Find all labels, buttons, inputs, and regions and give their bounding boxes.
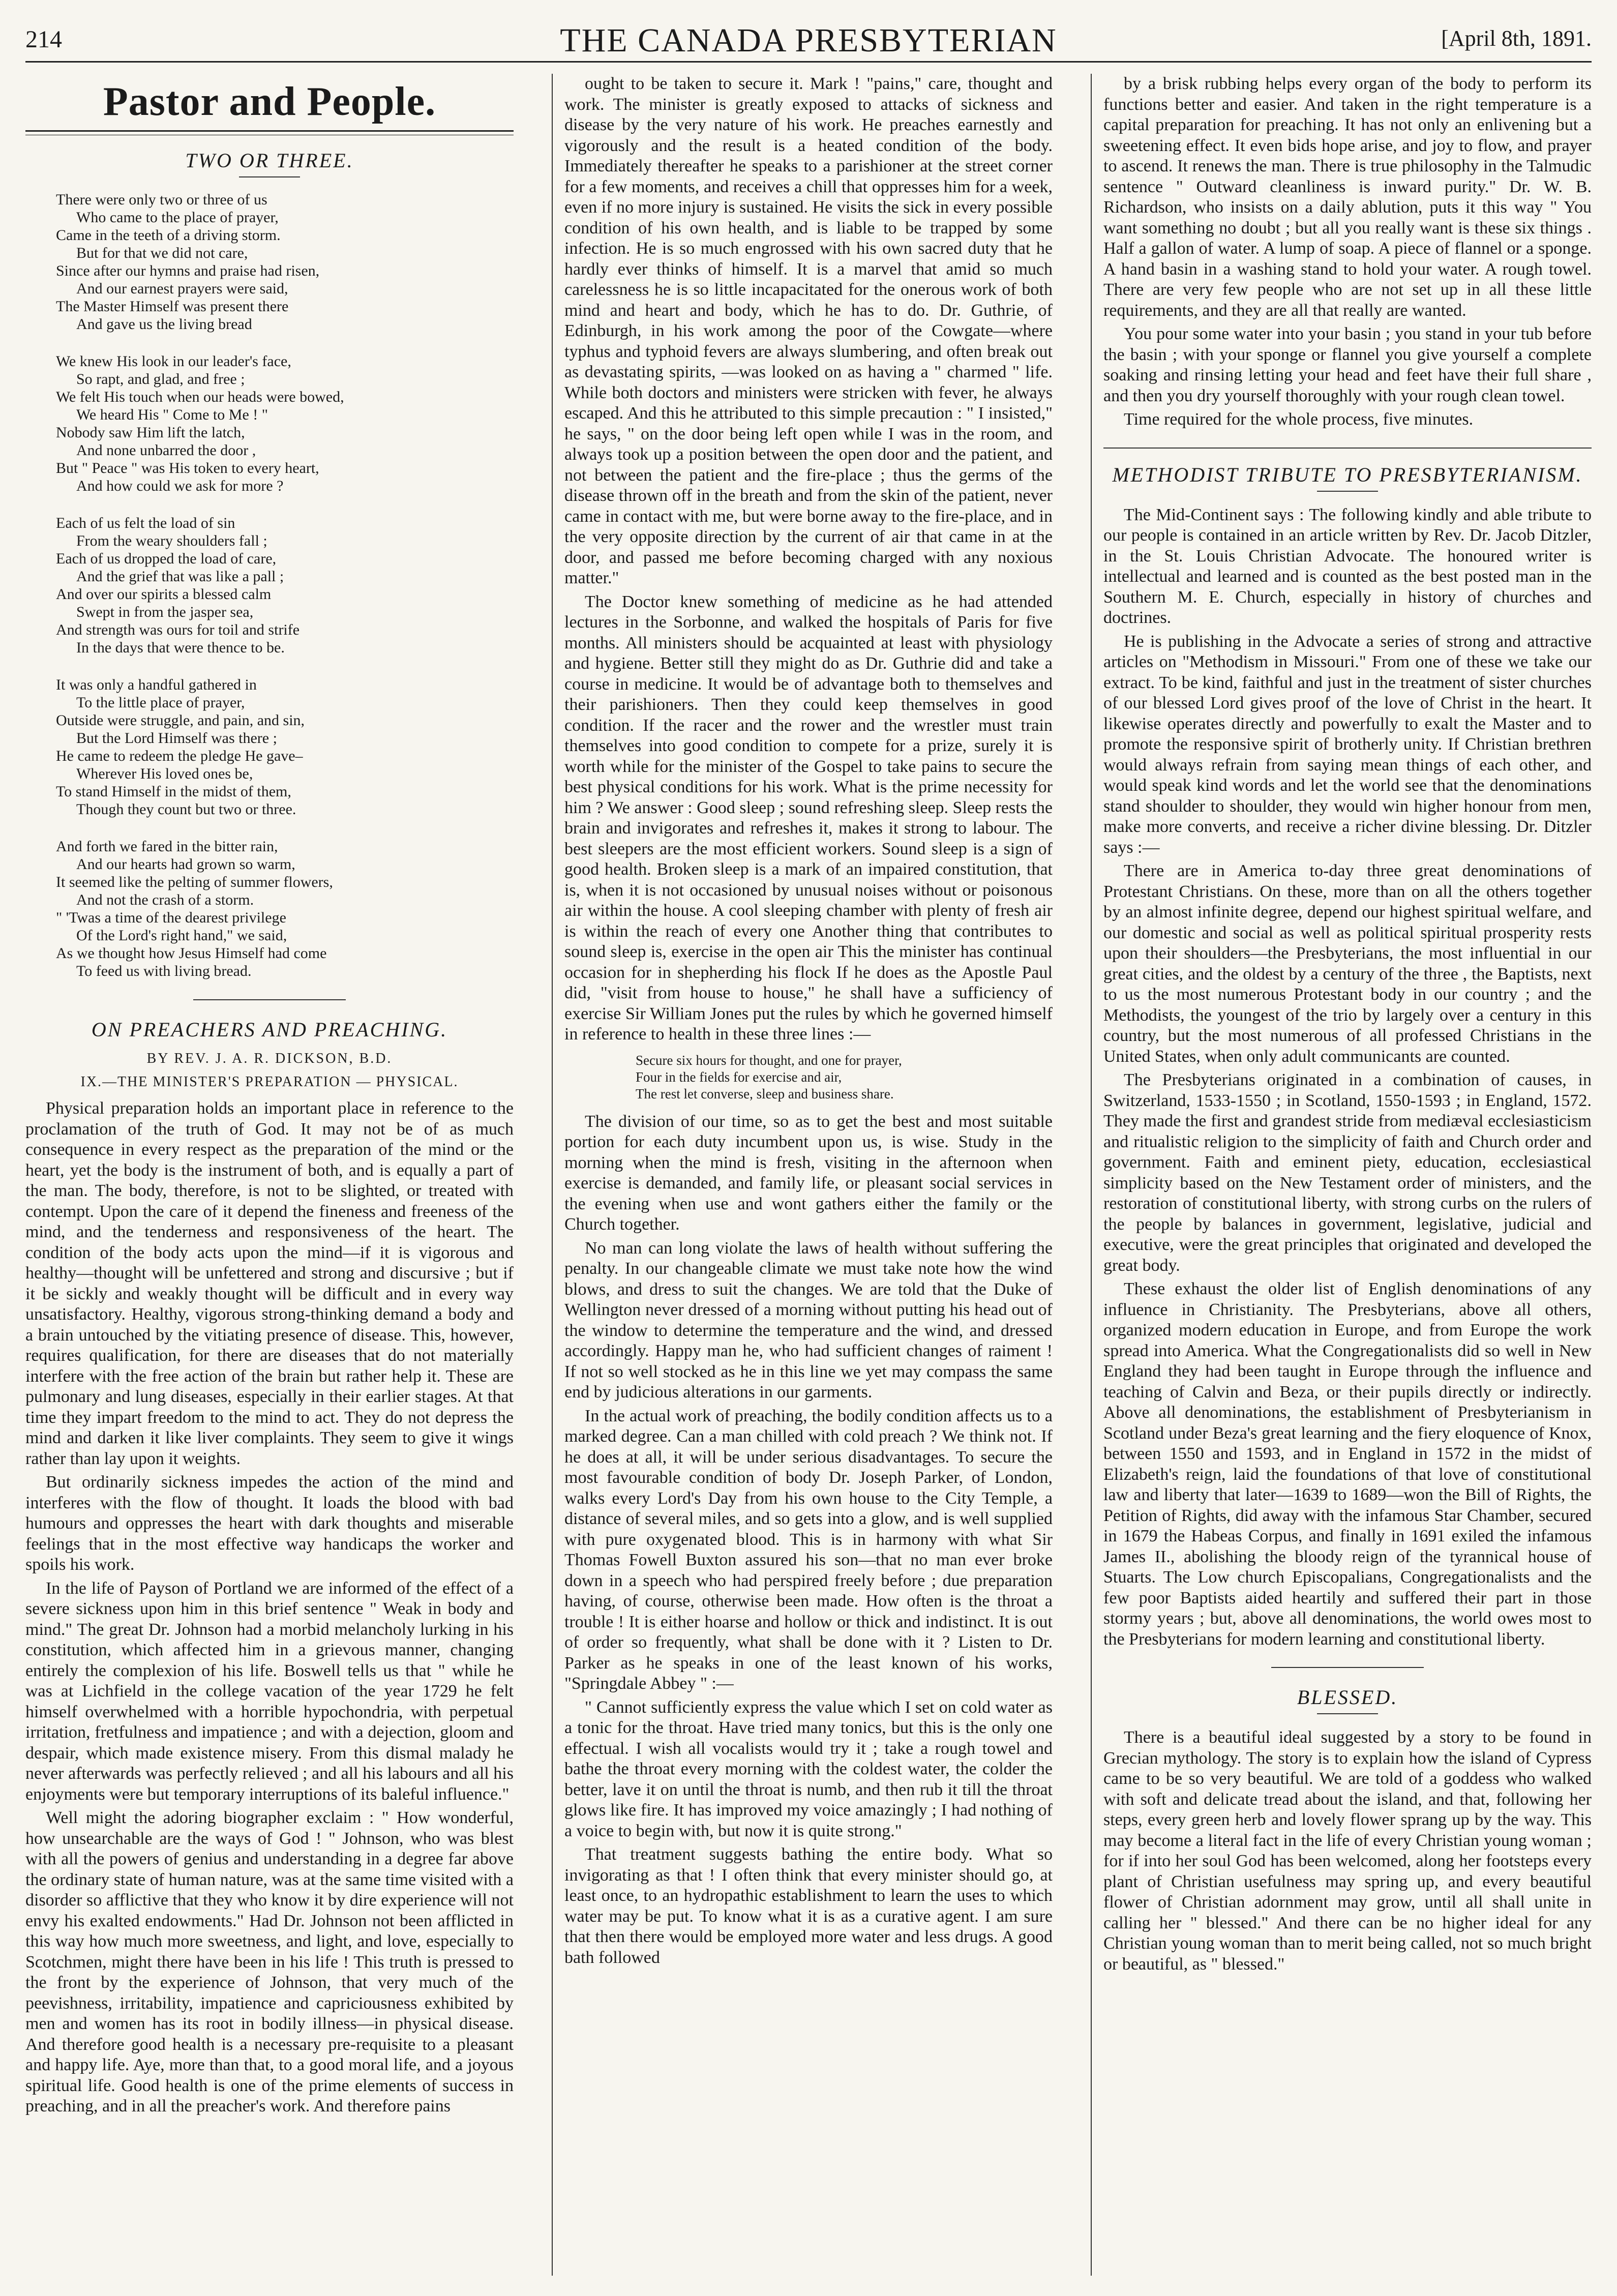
poem-line: And our earnest prayers were said, [76, 280, 288, 297]
paragraph: by a brisk rubbing helps every organ of the body to perform its functions better and easier. And taken in the right temperature is a capital preparation for preaching. It has not only an enlivening but a sweetening effect. It even bids hope arise, and joy to flow, and prayer to ascend. It renews the man. There is true philosophy in the Talmudic sentence " Outward cleanliness is inward purity." Dr. W. B. Richardson, who insists on a daily ablution, puts it this way " You want something no doubt ; but all you really want is these six things . Half a gallon of water. A lump of soap. A piece of flannel or a sponge. A hand basin in a washing stand to hold your water. A rough towel. There are very few people who are not set up in all these little requirements, and they are all that really are wanted. [1103, 74, 1592, 320]
poem-line: But " Peace " was His token to every heart, [56, 460, 319, 476]
poem-line: Each of us felt the load of sin [56, 515, 235, 531]
paragraph: You pour some water into your basin ; you stand in your tub before the basin ; with your sponge or flannel you give yourself a complete soaking and rinsing letting your head and feet have their full share , and then you dry yourself thoroughly with your rough clean towel. [1103, 324, 1592, 405]
article-title: ON PREACHERS AND PREACHING. [91, 1018, 448, 1041]
verse-line: Secure six hours for thought, and one for prayer, [636, 1052, 902, 1068]
poem-line: To feed us with living bread. [76, 963, 252, 979]
poem-line: And the grief that was like a pall ; [76, 568, 284, 585]
paragraph: There is a beautiful ideal suggested by a story to be found in Grecian mythology. The story is to explain how the island of Cypress came to be so very beautiful. We are told of a goddess who walked with soft and delicate tread about the island, and that, following her steps, every green herb and lovely flower sprang up by the way. This may become a literal fact in the life of every Christian young woman ; for if into her soul God has been welcomed, along her footsteps every plant of Christian usefulness may spring up, and every beautiful flower of Christian adornment may grow, until all shall unite in calling her " blessed." And there can be no higher ideal for any Christian young woman than to merit being called, not so much bright or beautiful, as " blessed." [1103, 1728, 1592, 1974]
verse-line: Four in the fields for exercise and air, [636, 1069, 842, 1085]
title-underline [239, 176, 300, 177]
paragraph: The Presbyterians originated in a combination of causes, in Switzerland, 1533-1550 ; in Scotland, 1550-1593 ; in England, 1572. They made the first and grandest stride from mediæval ecclesiasticism and ritualistic religion to the simplicity of faith and Church order and government. Faith and eminent piety, education, ecclesiastical simplicity based on the New Testament order of ministers, and the restoration of constitutional liberty, with strong curbs on the rulers of the people by balances in government, legislative, judicial and executive, were the great principles that originated and developed the great body. [1103, 1070, 1592, 1275]
poem-line: And strength was ours for toil and strife [56, 621, 300, 638]
poem-line: " 'Twas a time of the dearest privilege [56, 909, 286, 926]
article-subhead: IX.—THE MINISTER'S PREPARATION — PHYSICAL. [80, 1074, 459, 1090]
poem-line: It was only a handful gathered in [56, 676, 257, 693]
paragraph: These exhaust the older list of English denominations of any influence in Christianity. The Presbyterians, above all others, organized modern education in Europe, and from Europe the work spread into America. What the Congregationalists did so well in New England they had been taught in Europe through the influence and teaching of Calvin and Beza, or their pupils directly or indirectly. Above all denominations, the establishment of Presbyterianism in Scotland under Beza's great learning and the fiery eloquence of Knox, between 1550 and 1593, and in England in 1572 in the midst of Elizabeth's reign, laid the foundations of that love of constitutional law and liberty that later—1639 to 1689—won the Bill of Rights, the Petition of Rights, did away with the infamous Star Chamber, secured in 1679 the Habeas Corpus, and finally in 1691 exiled the infamous James II., abolishing the bloody reign of the tyrannical house of Stuarts. The Low church Episcopalians, Congregationalists and the few poor Baptists aided heartily and suffered their part in those stormy years ; but, above all denominations, the world owes most to the Presbyterians for modern learning and constitutional liberty. [1103, 1279, 1592, 1649]
article-separator [1103, 448, 1592, 449]
poem-line: And not the crash of a storm. [76, 891, 254, 908]
poem-line: To the little place of prayer, [76, 694, 245, 711]
article-body [564, 74, 1053, 1045]
poem-line: And forth we fared in the bitter rain, [56, 838, 278, 855]
paragraph: The division of our time, so as to get the best and most suitable portion for each duty incumbent upon us, is wise. Study in the morning when the mind is fresh, visiting in the afternoon when exercise is demanded, and family life, or pleasant social services in the evening when use and wont gathers either the family or the Church together. [564, 1112, 1053, 1234]
poem-stanza [56, 191, 514, 333]
article-separator [1271, 1667, 1424, 1668]
paragraph: Time required for the whole process, five minutes. [1124, 410, 1474, 429]
paragraph: The Mid-Continent says : The following kindly and able tribute to our people is contained in an article written by Rev. Dr. Jacob Ditzler, in the St. Louis Christian Advocate. The honoured writer is intellectual and learned and is counted as the best posted man in the Southern M. E. Church, especially in history of churches and doctrines. [1103, 505, 1592, 627]
article-body [564, 1112, 1053, 1969]
article-body [1103, 74, 1592, 430]
poem [56, 191, 514, 980]
poem-stanza [56, 676, 514, 818]
poem-stanza [56, 352, 514, 495]
column-rule [552, 74, 553, 2276]
poem-line: As we thought how Jesus Himself had come [56, 945, 327, 962]
paragraph: There are in America to-day three great denominations of Protestant Christians. On these, more than on all the others together by an almost infinite degree, depend our highest spiritual welfare, and our domestic and social as well as political spiritual prosperity rests upon their shoulders—the Presbyterians, the most influential in our great cities, and the oldest by a century of the three , the Baptists, next to us the most numerous Protestant body in our country ; and the Methodists, the youngest of the trio by largely over a century in this country, but the most numerous of all professed Christians in the United States, when only adult communicants are counted. [1103, 861, 1592, 1066]
poem-line: There were only two or three of us [56, 191, 267, 208]
poem-line: And gave us the living bread [76, 316, 252, 333]
poem-line: Since after our hymns and praise had risen, [56, 262, 320, 279]
article-title: METHODIST TRIBUTE TO PRESBYTERIANISM. [1112, 463, 1583, 486]
poem-line: We heard His " Come to Me ! " [76, 406, 268, 423]
poem-line: But the Lord Himself was there ; [76, 730, 277, 747]
poem-title: TWO OR THREE. [185, 149, 354, 172]
poem-line: Came in the teeth of a driving storm. [56, 227, 281, 244]
poem-line: And none unbarred the door , [76, 442, 256, 459]
poem-line: It seemed like the pelting of summer flowers, [56, 874, 333, 890]
byline: BY REV. J. A. R. DICKSON, B.D. [146, 1051, 393, 1066]
paragraph: He is publishing in the Advocate a series of strong and attractive articles on "Methodism in Missouri." From one of these we take our extract. To be kind, faithful and just in the treatment of sister churches of our blessed Lord gives proof of the love of Christ in the heart. It likewise operates directly and powerfully to exalt the Master and to promote the responsive spirit of brotherly unity. If Christian brethren would always refrain from saying mean things of each other, and would speak kind words and let the world see that the denominations stand shoulder to shoulder, they would win higher honour from men, make more converts, and receive a richer divine blessing. Dr. Ditzler says :— [1103, 632, 1592, 857]
column-rule [1091, 74, 1092, 2276]
poem-line: We knew His look in our leader's face, [56, 353, 291, 370]
poem-line: Of the Lord's right hand," we said, [76, 927, 287, 944]
poem-line: Though they count but two or three. [76, 801, 296, 818]
poem-line: The Master Himself was present there [56, 298, 289, 315]
article-body [25, 1098, 514, 2117]
poem-line: Wherever His loved ones be, [76, 765, 253, 782]
poem-line: So rapt, and glad, and free ; [76, 371, 245, 387]
title-underline [1317, 491, 1378, 492]
paragraph: Well might the adoring biographer exclaim : " How wonderful, how unsearchable are the ways of God ! " Johnson, who was blest with all the powers of genius and understanding in a degree far above the ordinary state of human nature, was at the same time visited with a disorder so afflictive that they who know it by dire experience will not envy his exalted endowments." Had Dr. Johnson not been afflicted in this way how much more sweetness, and light, and love, especially to Scotchmen, might there have been in his life ! This truth is pressed to the front by the experience of Johnson, that very much of the peevishness, irritability, impatience and capriciousness exhibited by men and women has its root in bodily illness—in physical disease. And therefore good health is a necessary pre-requisite to a pleasant and happy life. Aye, more than that, to a good moral life, and a joyous spiritual life. Good health is one of the prime elements of success in preaching, and in all the preacher's work. And therefore pains [25, 1808, 514, 2115]
page-header [25, 22, 1592, 63]
column-1 [25, 74, 514, 2276]
poem-line: In the days that were thence to be. [76, 639, 285, 656]
article-title: BLESSED. [1297, 1686, 1398, 1709]
page-number: 214 [25, 26, 62, 53]
paragraph: That treatment suggests bathing the entire body. What so invigorating as that ! I often think that every minister should go, at least once, to an hydropathic establishment to learn the uses to which water may be put. To know what it is as a curative agent. I am sure that then there would be employed more water and less drugs. A good bath followed [564, 1845, 1053, 1967]
article-body [1103, 505, 1592, 1650]
poem-line: But for that we did not care, [76, 245, 248, 261]
paragraph: In the life of Payson of Portland we are informed of the effect of a severe sickness upon him in this brief sentence " Weak in body and mind." The great Dr. Johnson had a morbid melancholy lurking in his constitution, which affected him in a grievous manner, changing entirely the complexion of his life. Boswell tells us that " while he was at Lichfield in the college vacation of the year 1729 he felt himself overwhelmed with a horrible hypochondria, with perpetual irritation, fretfulness and impatience ; and with a dejection, gloom and despair, which made existence misery. From this dismal malady he never afterwards was perfectly relieved ; and all his labours and all his enjoyments were but temporary interruptions of its baleful influence." [25, 1578, 514, 1804]
issue-date: [April 8th, 1891. [1441, 26, 1592, 51]
poem-line: Each of us dropped the load of care, [56, 550, 277, 567]
column-2 [564, 74, 1053, 2276]
poem-line: Outside were struggle, and pain, and sin, [56, 712, 305, 729]
paragraph: But ordinarily sickness impedes the action of the mind and interferes with the flow of thought. It loads the blood with bad humours and oppresses the heart with dark thoughts and miserable feelings that in the most effective way handicaps the worker and spoils his work. [25, 1473, 514, 1574]
poem-line: We felt His touch when our heads were bowed, [56, 389, 344, 405]
paragraph: ought to be taken to secure it. Mark ! "pains," care, thought and work. The minister is greatly exposed to attacks of sickness and disease by the very nature of his work. He preaches earnestly and vigorously and the result is a heated condition of the body. Immediately thereafter he speaks to a parishioner at the street corner for a few moments, and receives a chill that oppresses him for a week, even if no more injury is sustained. He visits the sick in every possible condition of his own health, and is liable to be trapped by some infection. He is so much engrossed with his own sacred duty that he hardly ever thinks of himself. It is a marvel that amid so much carelessness he is so little incapacitated for the onerous work of both mind and heart and body, which he has to do. Dr. Guthrie, of Edinburgh, in his work among the poor of the Cowgate—where typhus and typhoid fevers are always slumbering, and often break out as devastating spirits, —was looked on as having a " charmed " life. While both doctors and ministers were stricken with fever, he always escaped. And this he attributed to this simple precaution : " I insisted," he says, " on the door being left open while I was in the room, and always took up a position between the open door and the patient, and not between the patient and the fire-place ; thus the germs of the disease thrown off in the breath and from the skin of the patient, never came in contact with me, but were borne away to the fire-place, and in the very opposite direction by the current of air that came in at the door, and passed me before becoming charged with any noxious matter." [564, 74, 1053, 587]
poem-line: To stand Himself in the midst of them, [56, 783, 291, 800]
column-3 [1103, 74, 1592, 2276]
paragraph: " Cannot sufficiently express the value which I set on cold water as a tonic for the throat. Have tried many tonics, but this is the only one effectual. I wish all vocalists would try it ; take a rough towel and bathe the throat every morning with the coldest water, the colder the better, lave it on until the throat is numb, and then rub it till the throat glows like fire. It has improved my voice amazingly ; I had nothing of a voice to begin with, but now it is quite strong." [564, 1697, 1053, 1840]
quoted-verse [636, 1052, 1053, 1102]
poem-stanza [56, 514, 514, 657]
poem-line: From the weary shoulders fall ; [76, 532, 267, 549]
poem-line: Swept in from the jasper sea, [76, 604, 254, 620]
paragraph: In the actual work of preaching, the bodily condition affects us to a marked degree. Can a man chilled with cold preach ? We think not. If he does at all, it will be under serious disadvantages. To secure the most favourable condition of body Dr. Joseph Parker, of London, walks every Lord's Day from his own house to the City Temple, a distance of several miles, and so gets into a glow, and is well supplied with pure oxygenated blood. This is in harmony with what Sir Thomas Fowell Buxton assured his son—that no man ever broke down in a speech who had perspired freely before ; due preparation having, of course, otherwise been made. How often is the throat a trouble ! It is either hoarse and hollow or thick and indistinct. It is out of order so frequently, what shall be done with it ? Listen to Dr. Parker as he speaks in one of the least known of his works, "Springdale Abbey " :— [564, 1406, 1053, 1693]
verse-line: The rest let converse, sleep and business share. [636, 1086, 894, 1101]
paragraph: The Doctor knew something of medicine as he had attended lectures in the Sorbonne, and walked the hospitals of Paris for five months. All ministers should be acquainted at least with physiology and hygiene. Better still they might do as Dr. Guthrie did and take a course in medicine. It would be of advantage both to themselves and their parishioners. Then they could keep themselves in good condition. If the racer and the rower and the wrestler must train themselves into good condition to compete for a prize, surely it is worth while for the minister of the Gospel to take pains to secure the best physical conditions for his work. What is the prime necessity for him ? We answer : Good sleep ; sound refreshing sleep. Sleep rests the brain and invigorates and refreshes it, makes it strong to labour. The best sleepers are the most efficient workers. Sound sleep is a sign of good health. Broken sleep is a mark of an impaired constitution, that is, when it is not occasioned by unusual noises without or poisonous air within the house. A cool sleeping chamber with plenty of fresh air is within the reach of every one Another thing that contributes to sound sleep is, exercise in the open air This the minister has continual occasion for in shepherding his flock If he does as the Apostle Paul did, "visit from house to house," he shall have a sufficiency of exercise Sir William Jones put the rules by which he governed himself in reference to health in these three lines :— [564, 592, 1053, 1043]
poem-line: Who came to the place of prayer, [76, 209, 279, 226]
article-separator [193, 999, 346, 1000]
poem-line: Nobody saw Him lift the latch, [56, 424, 245, 441]
title-rule [25, 130, 514, 135]
poem-stanza [56, 838, 514, 980]
title-underline [1317, 1713, 1378, 1714]
poem-line: And how could we ask for more ? [76, 478, 284, 494]
section-title: Pastor and People. [103, 79, 436, 124]
poem-line: And our hearts had grown so warm, [76, 856, 295, 873]
poem-line: And over our spirits a blessed calm [56, 586, 272, 603]
paragraph: Physical preparation holds an important place in reference to the proclamation of the truth of God. It may not be of as much consequence in every respect as the preparation of the mind or the heart, yet the body is the instrument of both, and is equally a part of the man. The body, therefore, is not to be slighted, or treated with contempt. Upon the care of it depend the fineness and freeness of the mind, and the tenderness and responsiveness of the heart. The condition of the body acts upon the mind—if it is vigorous and healthy—thought will be unfettered and strong and discursive ; but if it be sickly and weakly thought will be difficult and in every way unsatisfactory. Healthy, vigorous strong-thinking demand a body and a brain untouched by the vitiating presence of disease. This, however, requires qualification, for there are diseases that do not materially interfere with the free action of the brain but rather help it. These are pulmonary and lung diseases, especially in their earlier stages. At that time they impart freedom to the mind to act. They do not depress the mind and darken it like liver complaints. They seem to give it wings rather than lay upon it weights. [25, 1099, 514, 1468]
masthead: THE CANADA PRESBYTERIAN [560, 22, 1057, 59]
poem-line: He came to redeem the pledge He gave– [56, 748, 303, 764]
paragraph: No man can long violate the laws of health without suffering the penalty. In our changeable climate we must take note how the wind blows, and dress to suit the changes. We are told that the Duke of Wellington never dressed of a morning without putting his head out of the window to determine the temperature and the wind, and dressed accordingly. Happy man he, who had sufficient changes of raiment ! If not so well stocked as he in this line we yet may compass the same end by judicious alterations in our garments. [564, 1238, 1053, 1402]
article-body [1103, 1727, 1592, 1975]
